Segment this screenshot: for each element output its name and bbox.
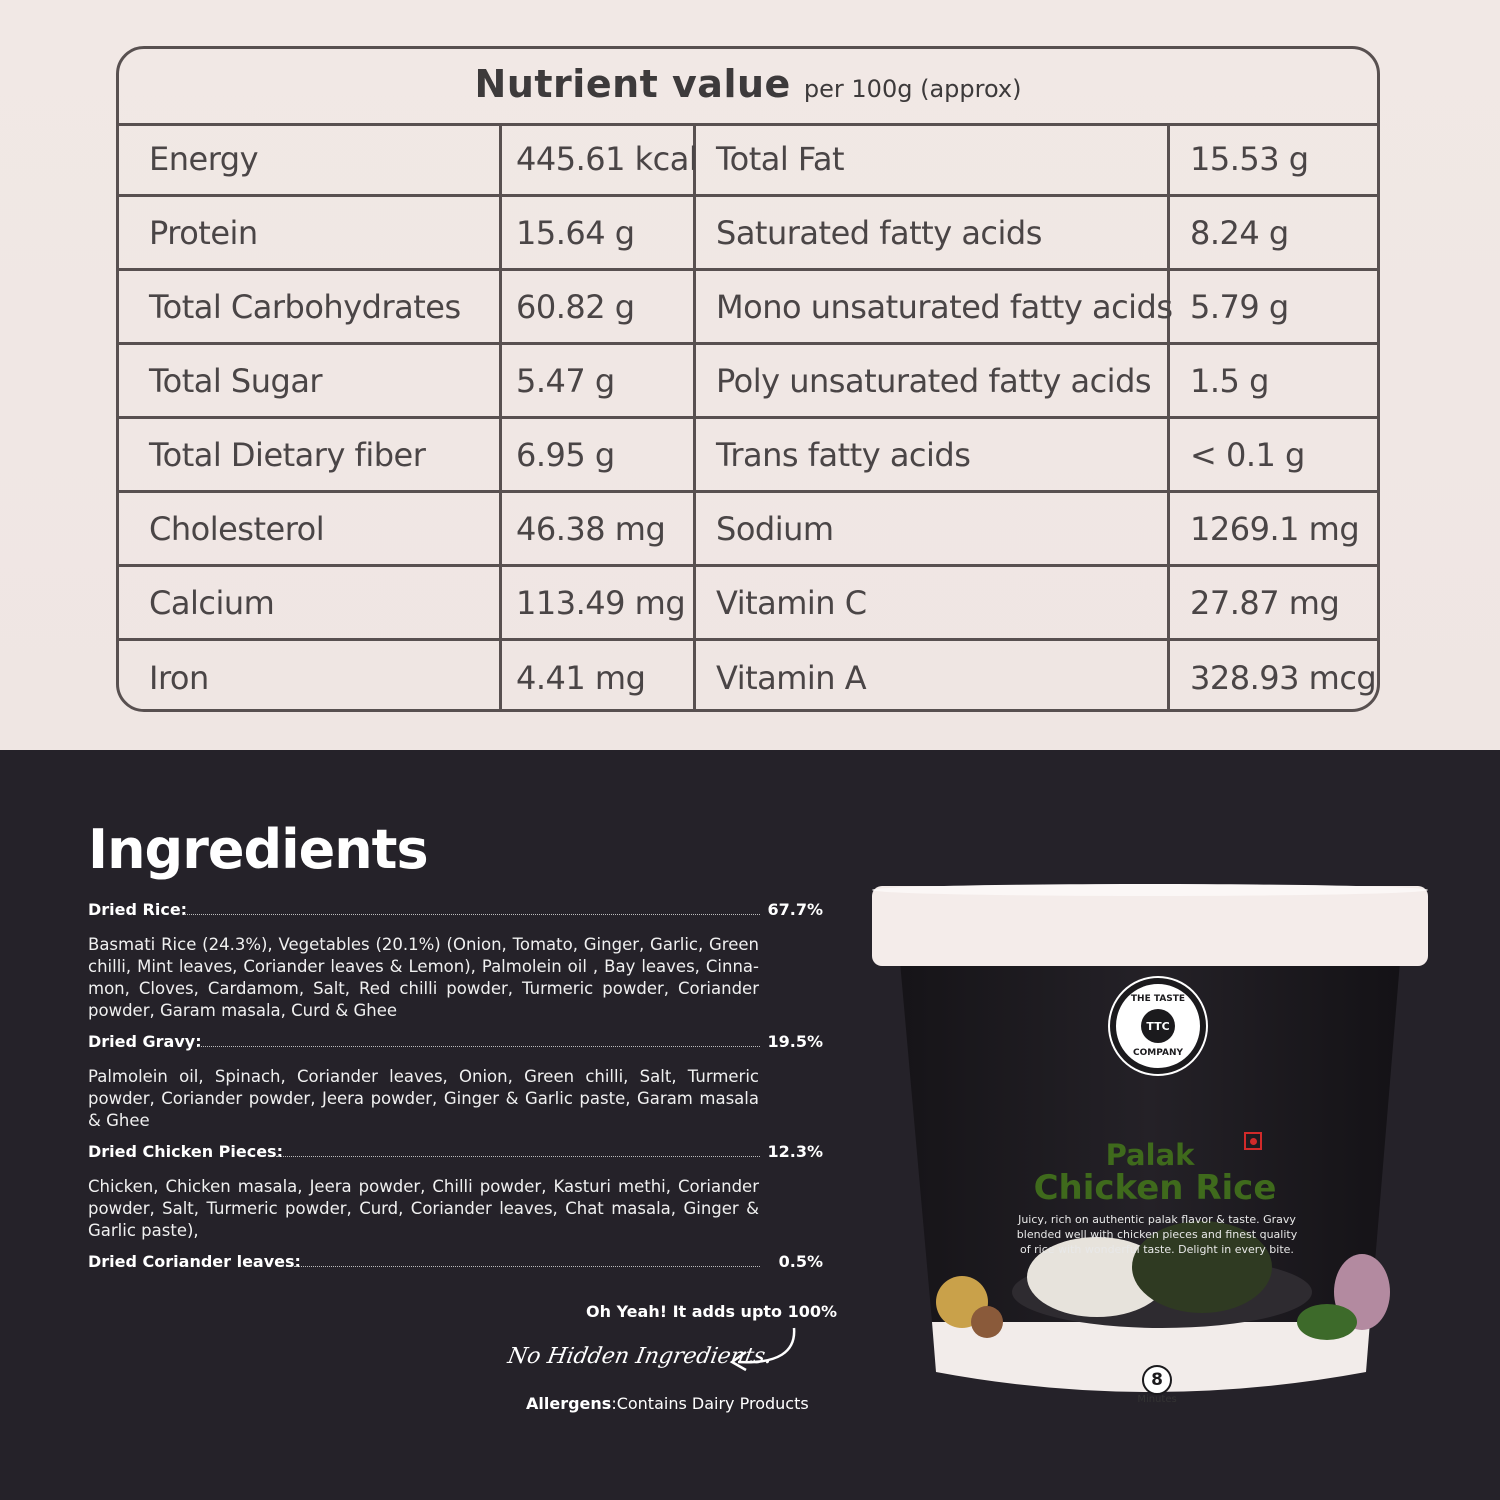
brand-logo [1110, 978, 1206, 1074]
dot-leader [198, 1046, 760, 1047]
cook-time-unit: Minutes [1137, 1394, 1177, 1405]
nutrient-name: Trans fatty acids [696, 419, 1170, 490]
product-tagline: Juicy, rich on authentic palak flavor & taste. Gravy blended well with chicken pieces and finest quality of rice with wonderful taste. Delight in every bite. [1016, 1213, 1298, 1256]
nutrient-name: Mono unsaturated fatty acids [696, 271, 1170, 342]
nutrient-name: Total Sugar [119, 345, 502, 416]
no-hidden-note: No Hidden Ingredients. [505, 1344, 775, 1369]
ingredients-title: Ingredients [88, 818, 428, 881]
nutrient-name: Calcium [119, 567, 502, 638]
nutrient-name: Vitamin A [696, 641, 1170, 712]
nutrition-row [119, 419, 1377, 493]
nutrition-row [119, 493, 1377, 567]
nutrition-row [119, 123, 1377, 197]
nutrient-name: Total Fat [696, 123, 1170, 194]
nutrient-value: 328.93 mcg [1190, 659, 1377, 697]
nutrient-value: 60.82 g [502, 271, 696, 342]
ingredient-line [88, 1252, 823, 1276]
nutrient-value: 27.87 mg [1190, 583, 1340, 622]
nutrient-value: 6.95 g [502, 419, 696, 490]
ingredient-percent: 12.3% [767, 1142, 823, 1161]
nutrition-title: Nutrient value [474, 62, 791, 106]
nutrition-row [119, 271, 1377, 345]
nutrient-name: Sodium [696, 493, 1170, 564]
brand-abbr: TTC [1141, 1009, 1175, 1043]
nutrient-name: Poly unsaturated fatty acids [696, 345, 1170, 416]
nutrition-row [119, 197, 1377, 271]
product-name-line2: Chicken Rice [1033, 1168, 1277, 1208]
nutrient-value: 8.24 g [1190, 213, 1289, 252]
nutrition-row [119, 345, 1377, 419]
ingredient-name: Dried Rice: [88, 900, 188, 919]
cook-time-value: 8 [1151, 1370, 1163, 1390]
nutrient-name: Saturated fatty acids [696, 197, 1170, 268]
ingredient-percent: 0.5% [778, 1252, 823, 1271]
nutrient-name: Total Dietary fiber [119, 419, 502, 490]
ingredient-line [88, 900, 823, 924]
total-note: Oh Yeah! It adds upto 100% [586, 1302, 838, 1321]
brand-top: THE TASTE [1130, 994, 1186, 1004]
nutrient-value: 5.47 g [502, 345, 696, 416]
allergens-text: :Contains Dairy Products [611, 1394, 809, 1413]
nutrition-row [119, 641, 1377, 712]
curved-arrow-icon [726, 1326, 802, 1372]
nutrient-value: 113.49 mg [502, 567, 696, 638]
nutrition-table [116, 46, 1380, 712]
product-cup [872, 882, 1428, 1412]
ingredient-name: Dried Gravy: [88, 1032, 202, 1051]
ingredient-line [88, 1142, 823, 1166]
nutrient-value: 5.79 g [1190, 287, 1289, 326]
nutrient-name: Total Carbohydrates [119, 271, 502, 342]
ingredient-name: Dried Chicken Pieces: [88, 1142, 283, 1161]
nutrient-name: Vitamin C [696, 567, 1170, 638]
nutrient-value: 1269.1 mg [1190, 509, 1360, 548]
nutrient-value: < 0.1 g [1190, 435, 1305, 474]
nutrient-value: 1.5 g [1190, 361, 1269, 400]
nutrient-value: 46.38 mg [502, 493, 696, 564]
dot-leader [276, 1156, 760, 1157]
ingredients-section [0, 750, 1500, 1500]
dot-leader [184, 914, 760, 915]
nutrition-row [119, 567, 1377, 641]
nutrition-header [119, 49, 1377, 126]
ingredient-line [88, 1032, 823, 1056]
ingredient-percent: 19.5% [767, 1032, 823, 1051]
nutrient-name: Cholesterol [119, 493, 502, 564]
nutrition-subtitle: per 100g (approx) [803, 75, 1022, 103]
ingredient-description: Chicken, Chicken masala, Jeera powder, Chilli powder, Kasturi methi, Coriander powder, Salt, Turmeric powder, Curd, Coriander leaves, Chat masala, Ginger & Garlic paste), [88, 1177, 759, 1240]
nutrient-value: 4.41 mg [502, 641, 696, 712]
nutrient-value: 15.64 g [502, 197, 696, 268]
allergens [526, 1394, 809, 1413]
nutrient-value: 445.61 kcal [502, 123, 696, 194]
cook-time-badge [1142, 1365, 1172, 1395]
nutrient-value: 15.53 g [1190, 139, 1309, 178]
ingredient-percent: 67.7% [767, 900, 823, 919]
ingredient-description: Basmati Rice (24.3%), Vegetables (20.1%) (Onion, Tomato, Ginger, Garlic, Green chilli, Mint leaves, Coriander leaves & Lemon), Palmolein oil , Bay leaves, Cinna-mon, Cloves, Cardamom, Salt, Red chilli powder, Turmeric powder, Coriander powder, Garam masala, Curd & Ghee [88, 935, 759, 1020]
nutrient-name: Iron [119, 641, 502, 712]
allergens-label: Allergens [526, 1394, 612, 1413]
nutrient-name: Energy [119, 123, 502, 194]
nutrient-name: Protein [119, 197, 502, 268]
ingredient-name: Dried Coriander leaves: [88, 1252, 301, 1271]
ingredient-description: Palmolein oil, Spinach, Coriander leaves, Onion, Green chilli, Salt, Turmeric powder, Coriander powder, Jeera powder, Ginger & Garlic paste, Garam masala & Ghee [88, 1067, 759, 1130]
brand-bottom: COMPANY [1133, 1048, 1183, 1058]
product-name-line1: Palak [1105, 1138, 1195, 1172]
dot-leader [294, 1266, 760, 1267]
